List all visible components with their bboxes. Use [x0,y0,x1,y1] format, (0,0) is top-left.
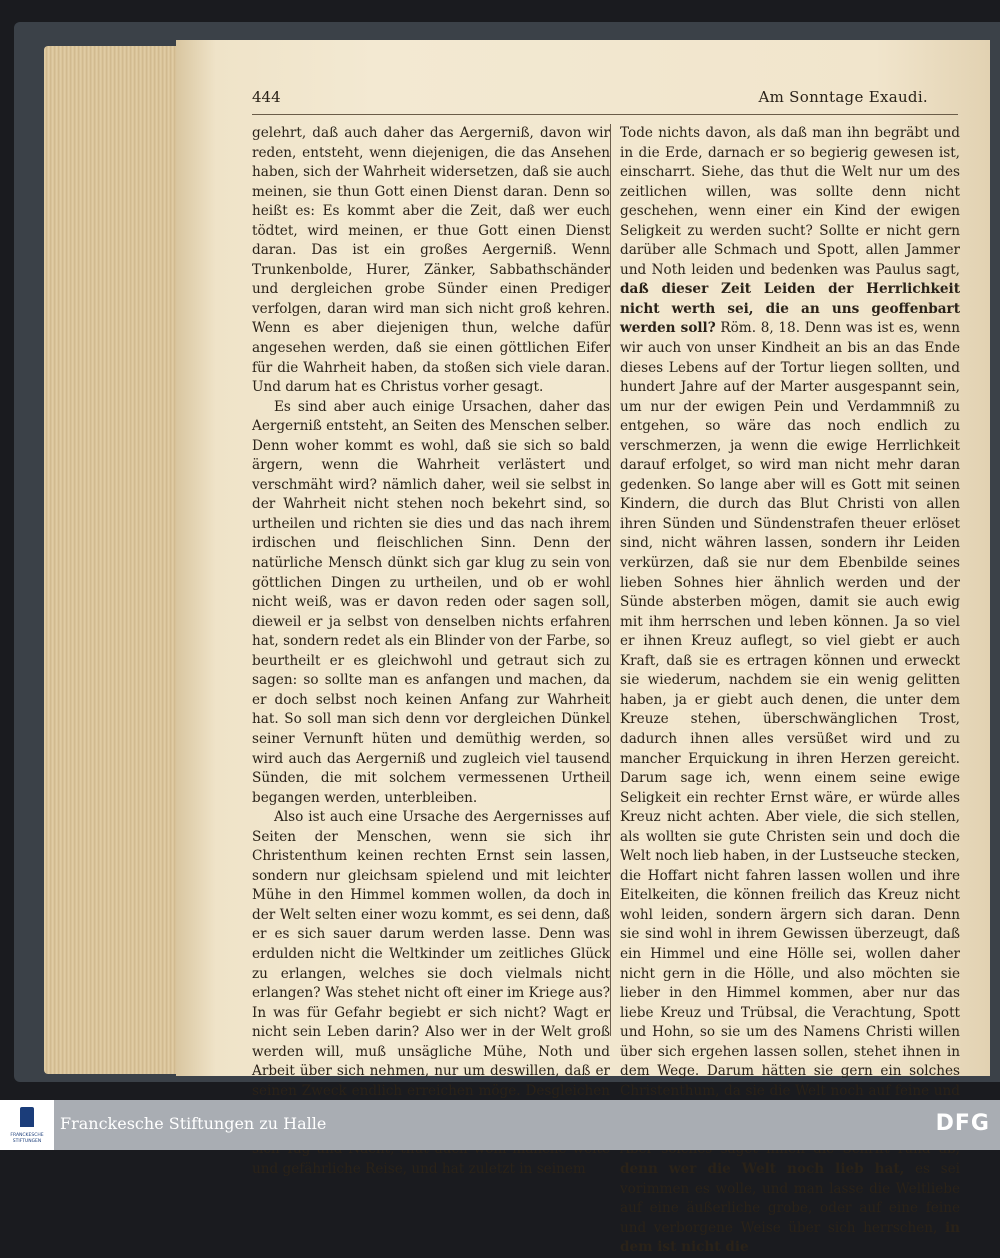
left-column [252,124,610,1180]
footer-title[interactable]: Franckesche Stiftungen zu Halle [60,1114,327,1133]
text-run: Röm. 8, 18. Denn was ist es, wenn wir auch von unser Kindheit an bis an das Ende dieses Lebens auf der Tortur liegen sollten, und hundert Jahre auf der Marter ausgespannt sein, um nur der ewigen Pein und Verdammniß zu entgehen, so wäre das noch endlich zu verschmerzen, ja wenn die ewige Herrlichkeit darauf erfolget, so wird man nicht mehr daran gedenken. So lange aber will es Gott mit seinen Kindern, die durch das Blut Christi von allen ihren Sünden und Sündenstrafen theuer erlöset sind, nicht währen lassen, sondern ihr Leiden verkürzen, daß sie nur dem Ebenbilde seines lieben Sohnes hier ähnlich werden und der Sünde absterben mögen, damit sie auch ewig mit ihm herrschen und leben können. Ja so viel er ihnen Kreuz auflegt, so viel giebt er auch Kraft, daß sie es ertragen können und erweckt sie wiederum, nachdem sie ein wenig gelitten haben, ja er giebt auch denen, die unter dem Kreuze stehen, überschwänglichen Trost, dadurch ihnen alles versüßet wird und zu mancher Erquickung in ihren Herzen gereicht. Darum sage ich, wenn einem seine ewige Seligkeit ein rechter Ernst wäre, er würde alles Kreuz nicht achten. Aber viele, die sich stellen, als wollten sie gute Christen sein und doch die Welt noch lieb haben, in der Lustseuche stecken, die Hoffart nicht fahren lassen wollen und ihre Eitelkeiten, die können freilich das Kreuz nicht wohl leiden, sondern ärgern sich daran. Denn sie sind wohl in ihrem Gewissen überzeugt, daß ein Himmel und eine Hölle sei, wollen daher nicht gern in die Hölle, und also möchten sie lieber in den Himmel kommen, aber nur das liebe Kreuz und Trübsal, die Verachtung, Spott und Hohn, so sie um des Namens Christi willen über sich ergehen lassen sollen, stehet ihnen in dem Wege. Darum hätten sie gern ein solches Christenthum, da sie die Welt noch auf feine und [620,320,960,1099]
page-number: 444 [252,88,281,106]
bold-quote: denn wer die Welt noch lieb hat, [620,1160,905,1177]
institution-logo[interactable] [0,1100,54,1150]
page-edges [44,46,180,1074]
paragraph [620,124,960,1258]
footer-bar [0,1100,1000,1150]
paragraph: gelehrt, daß auch daher das Aergerniß, davon wir reden, entsteht, wenn diejenigen, die das Ansehen haben, sich der Wahrheit widersetzen, daß sie auch meinen, sie thun Gott einen Dienst daran. Denn so heißt es: Es kommt aber die Zeit, daß wer euch tödtet, wird meinen, er thue Gott einen Dienst daran. Das ist ein großes Aergerniß. Wenn Trunkenbolde, Hurer, Zänker, Sabbathschänder und dergleichen grobe Sünder einen Prediger verfolgen, daran wird man sich nicht groß kehren. Wenn es aber diejenigen thun, welche dafür angesehen werden, daß sie einen göttlichen Eifer für die Wahrheit haben, da stoßen sich viele daran. Und darum hat es Christus vorher gesagt. [252,125,610,396]
bold-quote: in dem ist nicht die [620,1219,960,1256]
paragraph: Also ist auch eine Ursache des Aergernisses auf Seiten der Menschen, wenn sie sich ihr Christenthum keinen rechten Ernst sein lassen, sondern nur gleichsam spielend und mit leichter Mühe in den Himmel kommen wollen, da doch in der Welt selten einer wozu kommt, es sei denn, daß er es sich sauer darum werden lasse. Denn was erdulden nicht die Weltkinder um zeitliches Glück zu erlangen, welches sie doch vielmals nicht erlangen? Was stehet nicht oft einer im Kriege aus? In was für Gefahr begiebt er sich nicht? Wagt er nicht sein Leben darin? Also wer in der Welt groß werden will, muß unsägliche Mühe, Noth und Arbeit über sich nehmen, nur um deswillen, daß er seinen Zweck endlich erreichen möge. Desgleichen und gefährliche Reise, und hat zuletzt in seinem [252,809,610,1177]
running-head: Am Sonntage Exaudi. [758,88,928,106]
text-run: es sei vorimmen es wolle, und man lasse die Weltliebe auf eine äußerliche grobe, oder auf eine feine und verborgene Weise über sich herrschen, [620,1160,960,1236]
bold-quote: daß dieser Zeit Leiden der Herrlichkeit nicht werth sei, die an uns geoffenbart werden soll? [620,281,960,337]
logo-text: FRANCKESCHE STIFTUNGEN [10,1133,44,1144]
dfg-logo[interactable]: DFG [935,1111,990,1136]
paragraph: Es sind aber auch einige Ursachen, daher das Aergerniß entsteht, an Seiten des Menschen selber. Denn woher kommt es wohl, daß sie sich so bald ärgern, wenn die Wahrheit verlästert und verschmäht wird? nämlich daher, weil sie selbst in der Wahrheit nicht stehen noch bekehrt sind, so urtheilen und richten sie dies und das nach ihrem irdischen und fleischlichen Sinn. Denn der natürliche Mensch dünkt sich gar klug zu sein von göttlichen Dingen zu urtheilen, und ob er wohl nicht weiß, was er davon reden oder sagen soll, dieweil er ja selbst von denselben nichts erfahren hat, sondern redet als ein Blinder von der Farbe, so beurtheilt er es gleichwohl und getraut sich zu sagen: so sollte man es anfangen und machen, da er doch selbst noch keinen Anfang zur Wahrheit hat. So soll man sich denn vor dergleichen Dünkel seiner Vernunft hüten und demüthig werden, so wird auch das Aergerniß und zugleich viel tausend Sünden, die mit solchem vermessenen Urtheil begangen werden, unterbleiben. [252,398,610,806]
column-rule [610,124,611,1036]
right-column [620,124,960,1258]
page-header [252,88,958,115]
text-run: Tode nichts davon, als daß man ihn begräbt und in die Erde, darnach er so begierig gewesen ist, einscharrt. Siehe, das thut die Welt nur um des zeitlichen willen, was sollte denn nicht geschehen, wenn einer ein Kind der ewigen Seligkeit zu werden sucht? Sollte er nicht gern darüber alle Schmach und Spott, allen Jammer und Noth leiden und bedenken was Paulus sagt, [620,125,960,278]
logo-icon [20,1107,34,1127]
